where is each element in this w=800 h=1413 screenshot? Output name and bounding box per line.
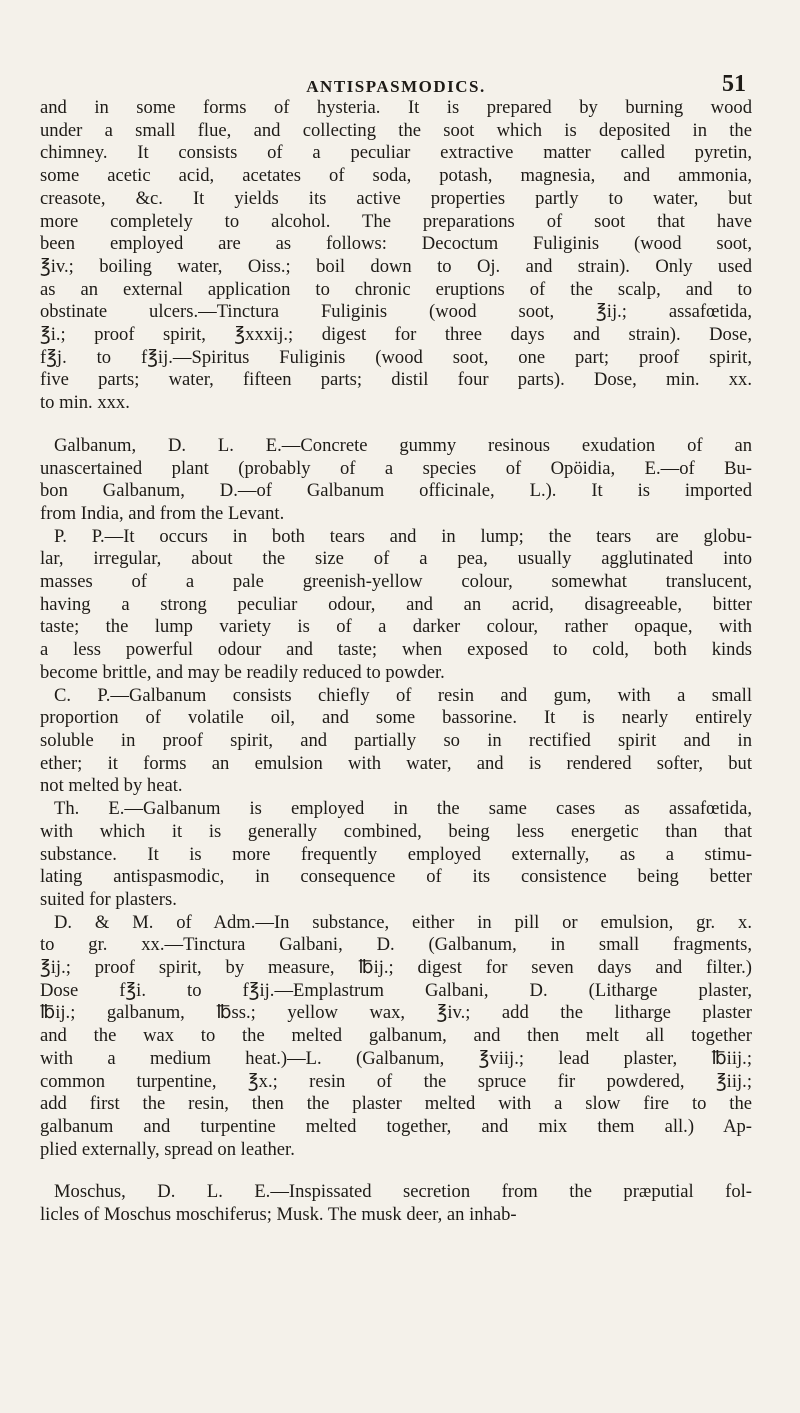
text-line: been employed are as follows: Decoctum Fuliginis (wood soot, xyxy=(40,233,752,255)
text-line: unascertained plant (probably of a species of Opöidia, E.—of Bu- xyxy=(40,457,752,479)
text-line: ℥ij.; proof spirit, by measure, ℔ij.; digest for seven days and filter.) xyxy=(40,957,752,979)
text-line: suited for plasters. xyxy=(40,888,177,910)
text-line: to min. xxx. xyxy=(40,392,130,414)
text-line: D. & M. of Adm.—In substance, either in pill or emulsion, gr. x. xyxy=(54,911,752,933)
text-line: chimney. It consists of a peculiar extractive matter called pyretin, xyxy=(40,142,752,164)
text-line: obstinate ulcers.—Tinctura Fuliginis (wood soot, ℥ij.; assafœtida, xyxy=(40,301,752,323)
text-line: a less powerful odour and taste; when exposed to cold, both kinds xyxy=(40,639,752,661)
text-line: more completely to alcohol. The preparations of soot that have xyxy=(40,210,752,232)
text-line: ℥i.; proof spirit, ℥xxxij.; digest for three days and strain). Dose, xyxy=(40,324,752,346)
text-line: add first the resin, then the plaster melted with a slow fire to the xyxy=(40,1093,752,1115)
text-line: Galbanum, D. L. E.—Concrete gummy resinous exudation of an xyxy=(54,434,752,456)
text-line: with which it is generally combined, being less energetic than that xyxy=(40,820,752,842)
text-line: f℥j. to f℥ij.—Spiritus Fuliginis (wood soot, one part; proof spirit, xyxy=(40,346,752,368)
text-line: under a small flue, and collecting the soot which is deposited in the xyxy=(40,119,752,141)
text-line: ether; it forms an emulsion with water, and is rendered softer, but xyxy=(40,752,752,774)
text-line: galbanum and turpentine melted together, and mix them all.) Ap- xyxy=(40,1115,752,1137)
text-line: and the wax to the melted galbanum, and then melt all together xyxy=(40,1025,752,1047)
text-line: ℔ij.; galbanum, ℔ss.; yellow wax, ℥iv.; add the litharge plaster xyxy=(40,1002,752,1024)
text-line: not melted by heat. xyxy=(40,775,183,797)
text-line: ℥iv.; boiling water, Oiss.; boil down to Oj. and strain). Only used xyxy=(40,255,752,277)
running-title: ANTISPASMODICS. xyxy=(306,77,486,96)
text-line: to gr. xx.—Tinctura Galbani, D. (Galbanum, in small fragments, xyxy=(40,934,752,956)
paragraph-galbanum-therapeutic-effects xyxy=(40,798,752,912)
text-line: lating antispasmodic, in consequence of its consistence being better xyxy=(40,866,752,888)
page-number: 51 xyxy=(722,71,746,97)
text-line: common turpentine, ℥x.; resin of the spruce fir powdered, ℥iij.; xyxy=(40,1070,752,1092)
text-line: licles of Moschus moschiferus; Musk. The musk deer, an inhab- xyxy=(40,1204,517,1226)
text-line: soluble in proof spirit, and partially so in rectified spirit and in xyxy=(40,729,752,751)
text-line: Dose f℥i. to f℥ij.—Emplastrum Galbani, D. (Litharge plaster, xyxy=(40,979,752,1001)
text-line: and in some forms of hysteria. It is prepared by burning wood xyxy=(40,97,752,118)
text-line: five parts; water, fifteen parts; distil four parts). Dose, min. xx. xyxy=(40,369,752,391)
text-line: become brittle, and may be readily reduced to powder. xyxy=(40,661,445,683)
text-line: substance. It is more frequently employed externally, as a stimu- xyxy=(40,843,752,865)
paragraph-galbanum-physical-properties xyxy=(40,526,752,685)
text-line: P. P.—It occurs in both tears and in lump; the tears are globu- xyxy=(54,525,752,547)
text-line: some acetic acid, acetates of soda, potash, magnesia, and ammonia, xyxy=(40,165,752,187)
text-line: C. P.—Galbanum consists chiefly of resin and gum, with a small xyxy=(54,684,752,706)
text-line: from India, and from the Levant. xyxy=(40,502,285,524)
text-line: with a medium heat.)—L. (Galbanum, ℥viij.; lead plaster, ℔iij.; xyxy=(40,1047,752,1069)
paragraph-galbanum-chemical-properties xyxy=(40,685,752,799)
text-line: Th. E.—Galbanum is employed in the same cases as assafœtida, xyxy=(54,798,752,820)
text-line: bon Galbanum, D.—of Galbanum officinale, L.). It is imported xyxy=(40,480,752,502)
paragraph-galbanum-definition xyxy=(40,435,752,526)
text-line: proportion of volatile oil, and some bassorine. It is nearly entirely xyxy=(40,707,752,729)
text-line: masses of a pale greenish-yellow colour, somewhat translucent, xyxy=(40,571,752,593)
paragraph-moschus-definition xyxy=(40,1181,752,1226)
paragraph-galbanum-dose-administration xyxy=(40,912,752,1162)
text-line: lar, irregular, about the size of a pea, usually agglutinated into xyxy=(40,548,752,570)
text-line: Moschus, D. L. E.—Inspissated secretion from the præputial fol- xyxy=(54,1181,752,1203)
text-line: taste; the lump variety is of a darker colour, rather opaque, with xyxy=(40,616,752,638)
page-body xyxy=(40,97,752,1227)
paragraph-soot-preparations xyxy=(40,97,752,415)
text-line: creasote, &c. It yields its active properties partly to water, but xyxy=(40,187,752,209)
text-line: as an external application to chronic eruptions of the scalp, and to xyxy=(40,278,752,300)
text-line: plied externally, spread on leather. xyxy=(40,1138,295,1160)
text-line: having a strong peculiar odour, and an acrid, disagreeable, bitter xyxy=(40,593,752,615)
